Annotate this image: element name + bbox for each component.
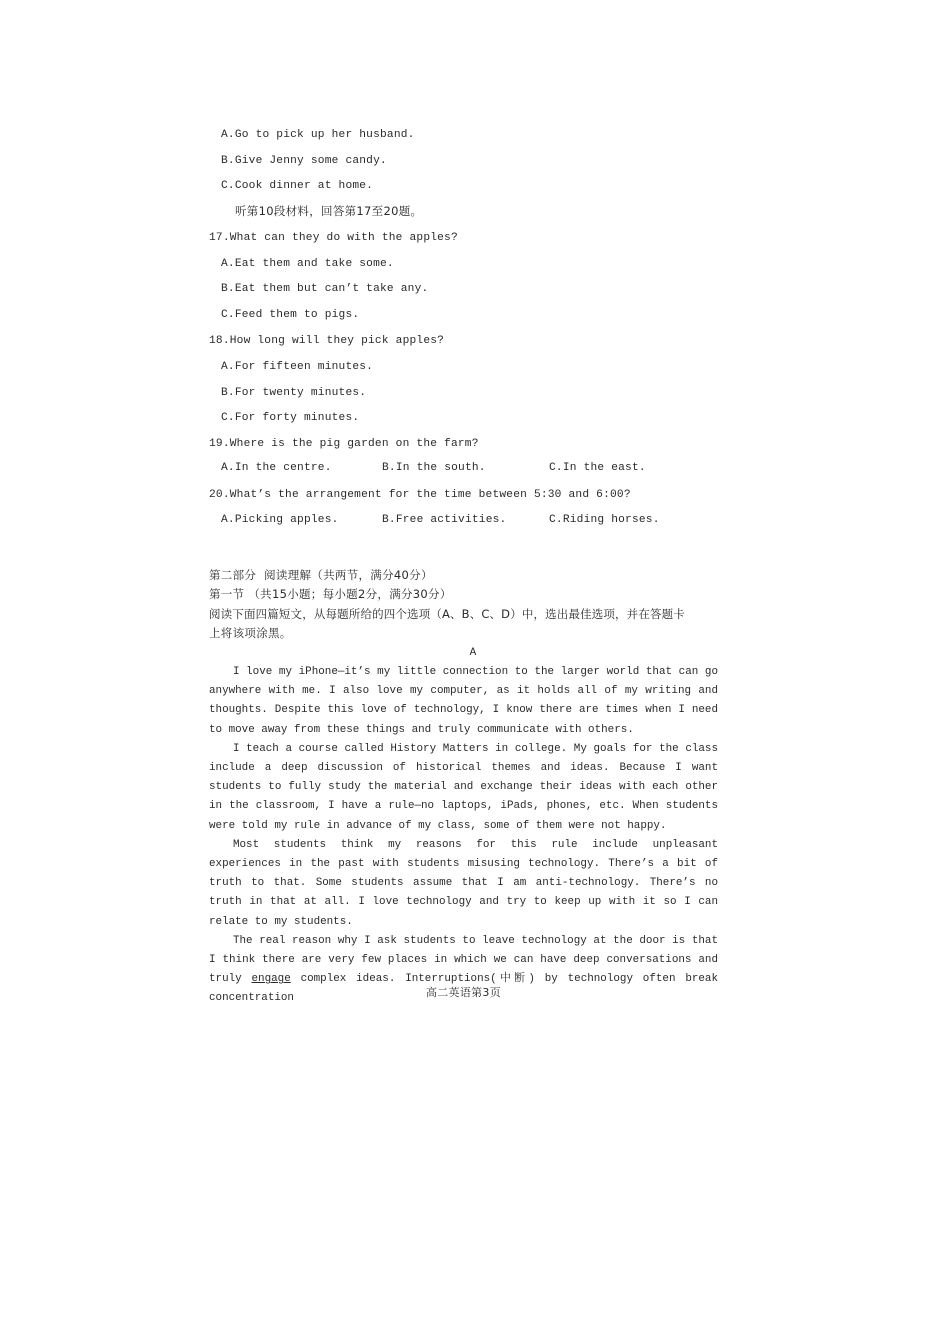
q20-option-c: C.Riding horses. — [549, 514, 660, 526]
q19-option-a: A.In the centre. — [221, 462, 332, 474]
q17-option-c: C.Feed them to pigs. — [221, 309, 360, 321]
q19-stem: 19.Where is the pig garden on the farm? — [209, 438, 479, 450]
q18-option-a: A.For fifteen minutes. — [221, 361, 374, 373]
q16-option-c: C.Cook dinner at home. — [221, 180, 374, 192]
page-footer: 高二英语第3页 — [425, 986, 502, 999]
underlined-word-engage: engage — [251, 973, 291, 986]
q16-option-b: B.Give Jenny some candy. — [221, 155, 387, 167]
q16-option-a: A.Go to pick up her husband. — [221, 129, 415, 141]
passage-label: A — [469, 647, 477, 659]
reading-part-title: 第二部分 阅读理解（共两节，满分40分） — [209, 568, 433, 582]
reading-instruction-line2: 上将该项涂黑。 — [209, 626, 292, 640]
q17-option-a: A.Eat them and take some. — [221, 258, 394, 270]
q17-stem: 17.What can they do with the apples? — [209, 232, 458, 244]
q18-stem: 18.How long will they pick apples? — [209, 335, 445, 347]
passage-a-body — [209, 663, 718, 1009]
q20-option-b: B.Free activities. — [382, 514, 507, 526]
section10-instruction: 听第10段材料，回答第17至20题。 — [235, 204, 423, 218]
passage-paragraph-1: I love my iPhone—it’s my little connection to the larger world that can go anywhere with me. I also love my computer, as it holds all of my writing and thoughts. Despite this love of technology, I know there are times when I need to move away from these things and truly communicate with others. — [209, 666, 718, 736]
p4-text-after: complex ideas. Interruptions(中断) by technology often break concentration — [209, 973, 718, 1005]
p4-text-before: The real reason why I ask students to leave technology at the door is that I think there are very few places in which we can have deep conversations and truly — [209, 934, 718, 986]
reading-section-title: 第一节 （共15小题；每小题2分，满分30分） — [209, 587, 452, 601]
q20-stem: 20.What’s the arrangement for the time between 5:30 and 6:00? — [209, 489, 631, 501]
passage-paragraph-2: I teach a course called History Matters in college. My goals for the class include a deep discussion of historical themes and ideas. Because I want students to fully study the material and exchange their ideas with each other in the classroom, I have a rule—no laptops, iPads, phones, etc. When students were told my rule in advance of my class, some of them were not happy. — [209, 742, 718, 832]
q19-option-c: C.In the east. — [549, 462, 646, 474]
q20-option-a: A.Picking apples. — [221, 514, 339, 526]
q18-option-c: C.For forty minutes. — [221, 412, 360, 424]
q17-option-b: B.Eat them but can’t take any. — [221, 283, 429, 295]
q19-option-b: B.In the south. — [382, 462, 486, 474]
reading-instruction-line1: 阅读下面四篇短文，从每题所给的四个选项（A、B、C、D）中，选出最佳选项，并在答题卡 — [209, 607, 685, 621]
passage-paragraph-3: Most students think my reasons for this rule include unpleasant experiences in the past with students misusing technology. There’s a bit of truth to that. Some students assume that I am anti-technology. There’s no truth in that at all. I love technology and try to keep up with it so I can relate to my students. — [209, 838, 718, 928]
q18-option-b: B.For twenty minutes. — [221, 387, 367, 399]
